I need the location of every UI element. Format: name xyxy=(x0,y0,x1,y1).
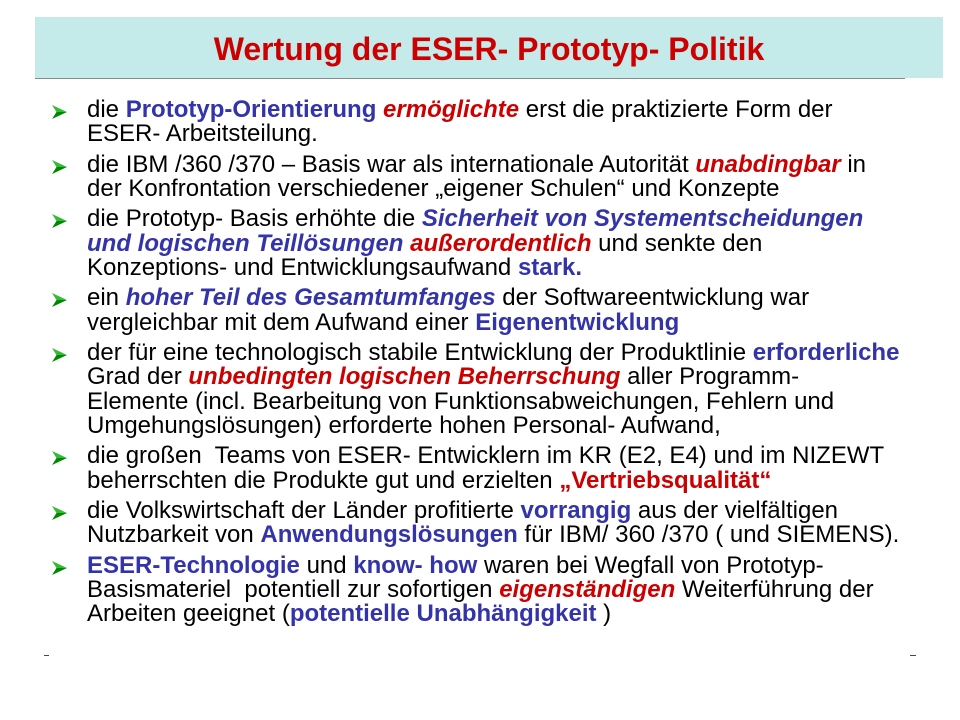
highlighted-text: unabdingbar xyxy=(695,150,841,178)
text-line xyxy=(87,308,960,336)
highlighted-text: eigenständigen xyxy=(499,576,676,603)
footer-mark-left xyxy=(44,655,49,656)
text-line xyxy=(87,207,960,231)
bullet-text xyxy=(87,150,960,202)
bullet-item xyxy=(0,499,960,548)
highlighted-text: außerordentlich xyxy=(403,229,592,257)
bullet-item xyxy=(0,150,960,202)
plain-text: Umgehungslösungen) erforderte hohen Personal- Aufwand, xyxy=(87,411,721,439)
text-line xyxy=(87,466,960,494)
highlighted-text: ESER-Technologie xyxy=(87,551,300,579)
highlighted-text: Prototyp-Orientierung xyxy=(125,96,377,123)
highlighted-text: erforderliche xyxy=(752,339,900,367)
plain-text: und xyxy=(299,551,354,579)
highlighted-text: ermöglichte xyxy=(376,96,520,123)
slide-title: Wertung der ESER- Prototyp- Politik xyxy=(213,31,765,67)
highlighted-text: potentielle Unabhängigkeit xyxy=(289,600,597,628)
bullet-item xyxy=(0,551,960,628)
plain-text: beherrschten die Produkte gut und erzielten xyxy=(87,466,560,494)
green-arrowhead-icon xyxy=(52,105,67,119)
plain-text: die großen Teams von ESER- Entwicklern im KR (E2, E4) und im NIZEWT xyxy=(87,442,885,470)
text-line xyxy=(87,602,960,626)
plain-text: in xyxy=(840,150,867,178)
text-line xyxy=(87,499,960,523)
text-line xyxy=(87,551,960,579)
plain-text: Arbeiten geeignet ( xyxy=(87,600,290,628)
title-underline xyxy=(35,78,905,79)
text-line xyxy=(87,444,960,468)
plain-text: die xyxy=(87,96,126,123)
bullet-item xyxy=(0,207,960,280)
plain-text: aus der vielfältigen xyxy=(631,497,839,525)
green-arrowhead-icon xyxy=(52,451,67,465)
text-line xyxy=(87,578,960,602)
plain-text: Grad der xyxy=(87,363,189,391)
highlighted-text: Eigenentwicklung xyxy=(475,308,680,336)
text-line xyxy=(87,286,960,310)
title-banner xyxy=(35,17,943,78)
bullet-text xyxy=(87,98,960,147)
highlighted-text: und logischen Teillösungen xyxy=(87,229,404,257)
highlighted-text: unbedingten logischen Beherrschung xyxy=(188,363,621,391)
text-line xyxy=(87,229,960,257)
plain-text: ) xyxy=(596,600,612,628)
plain-text: ESER- Arbeitsteilung. xyxy=(87,120,318,148)
highlighted-text: Sicherheit von Systementscheidungen xyxy=(421,205,864,233)
plain-text: die IBM /360 /370 – Basis war als internationale Autorität xyxy=(87,150,696,178)
highlighted-text: know- how xyxy=(353,551,478,579)
text-line xyxy=(87,174,960,202)
plain-text: erst die praktizierte Form der xyxy=(519,96,833,123)
plain-text: ein xyxy=(87,284,126,312)
plain-text: der Konfrontation verschiedener „eigener Schulen“ und Konzepte xyxy=(87,174,780,202)
bullet-text xyxy=(87,444,960,493)
text-line xyxy=(87,150,960,178)
bullet-text xyxy=(87,207,960,280)
bullet-text xyxy=(87,499,960,548)
bullet-item xyxy=(0,286,960,335)
text-line xyxy=(87,122,960,146)
plain-text: Konzeptions- und Entwicklungsaufwand xyxy=(87,253,518,281)
text-line xyxy=(87,341,960,365)
text-line xyxy=(87,365,960,389)
text-line xyxy=(87,523,960,547)
green-arrowhead-icon xyxy=(52,214,67,228)
highlighted-text: „Vertriebsqualität“ xyxy=(559,466,772,494)
bullet-text xyxy=(87,286,960,335)
highlighted-text: vorrangig xyxy=(520,497,632,525)
plain-text: vergleichbar mit dem Aufwand einer xyxy=(87,308,476,336)
bullet-text xyxy=(87,551,960,628)
text-line xyxy=(87,253,960,281)
plain-text: die Volkswirtschaft der Länder profitierte xyxy=(87,497,521,525)
plain-text: Basismateriel potentiell zur sofortigen xyxy=(87,576,500,603)
highlighted-text: Anwendungslösungen xyxy=(260,521,518,549)
footer-mark-right xyxy=(910,655,916,656)
plain-text: für IBM/ 360 /370 ( und SIEMENS). xyxy=(517,521,900,549)
green-arrowhead-icon xyxy=(52,293,67,307)
plain-text: aller Programm- xyxy=(620,363,800,391)
green-arrowhead-icon xyxy=(52,160,67,174)
green-arrowhead-icon xyxy=(52,348,67,362)
plain-text: der für eine technologisch stabile Entwicklung der Produktlinie xyxy=(87,339,753,367)
highlighted-text: hoher Teil des Gesamtumfanges xyxy=(125,284,496,312)
plain-text: die Prototyp- Basis erhöhte die xyxy=(87,205,422,233)
bullet-item xyxy=(0,98,960,147)
text-line xyxy=(87,411,960,439)
plain-text: der Softwareentwicklung war xyxy=(495,284,810,312)
plain-text: Nutzbarkeit von xyxy=(87,521,261,549)
bullet-text xyxy=(87,341,960,438)
highlighted-text: stark. xyxy=(517,253,582,281)
green-arrowhead-icon xyxy=(52,506,67,520)
green-arrowhead-icon xyxy=(52,561,67,575)
bullet-item xyxy=(0,341,960,438)
plain-text: waren bei Wegfall von Prototyp- xyxy=(477,551,824,579)
bullet-list xyxy=(0,98,960,633)
plain-text: Weiterführung der xyxy=(675,576,874,603)
text-line xyxy=(87,387,960,415)
plain-text: Elemente (incl. Bearbeitung von Funktionsabweichungen, Fehlern und xyxy=(87,387,835,415)
plain-text: und senkte den xyxy=(591,229,763,257)
bullet-item xyxy=(0,444,960,493)
text-line xyxy=(87,98,960,122)
